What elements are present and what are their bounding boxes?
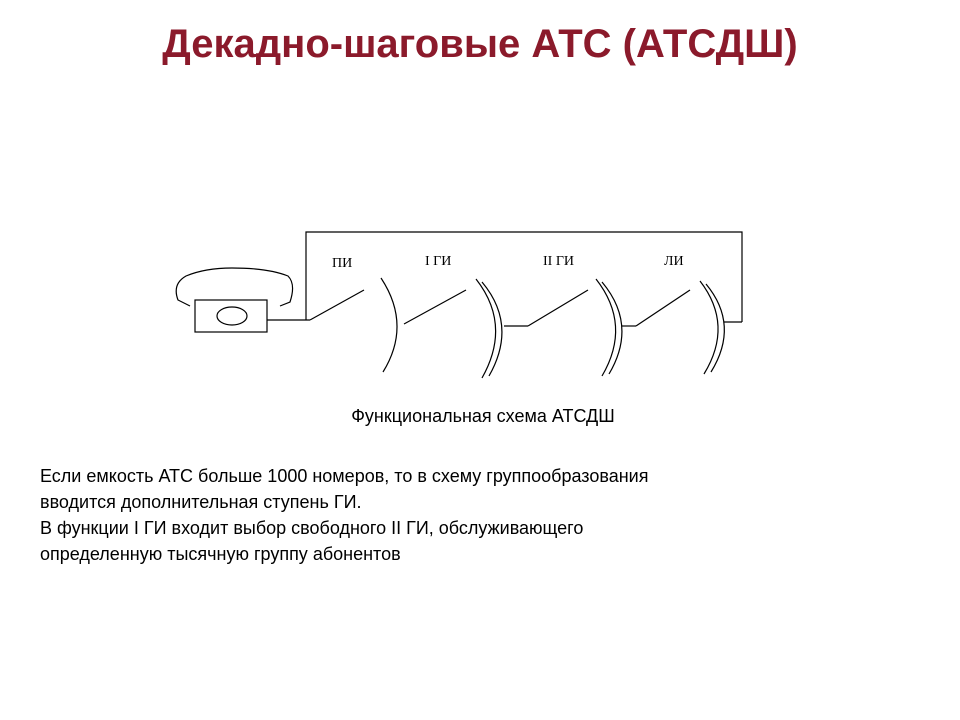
wiper-pi [310, 290, 364, 320]
stage-label-pi: ПИ [332, 256, 353, 271]
contact-field-1gi-inner [482, 282, 502, 376]
body-line: определенную тысячную группу абонентов [40, 544, 401, 564]
stage-label-1gi: I ГИ [425, 254, 452, 269]
contact-field-li-inner [706, 284, 724, 372]
diagram-caption: Функциональная схема АТСДШ [351, 406, 615, 426]
slide-title: Декадно-шаговые АТС (АТСДШ) [162, 22, 798, 66]
contact-field-2gi-inner [602, 282, 622, 374]
stage-label-2gi: II ГИ [543, 254, 575, 269]
wiper-li [636, 290, 690, 326]
telephone-base-icon [195, 300, 267, 332]
wiper-1gi [404, 290, 466, 324]
body-text [40, 463, 920, 567]
contact-field-2gi-outer [596, 279, 616, 376]
contact-field-li-outer [700, 281, 718, 374]
body-line: В функции I ГИ входит выбор свободного II ГИ, обслуживающего [40, 518, 584, 538]
body-line: Если емкость АТС больше 1000 номеров, то в схему группообразования [40, 466, 649, 486]
wiper-2gi [528, 290, 588, 326]
stage-label-li: ЛИ [664, 254, 684, 269]
telephone-dial-icon [217, 307, 247, 325]
contact-field-pi [381, 278, 397, 372]
contact-field-1gi-outer [476, 279, 496, 378]
return-loop-line [306, 232, 742, 322]
body-line: вводится дополнительная ступень ГИ. [40, 492, 362, 512]
